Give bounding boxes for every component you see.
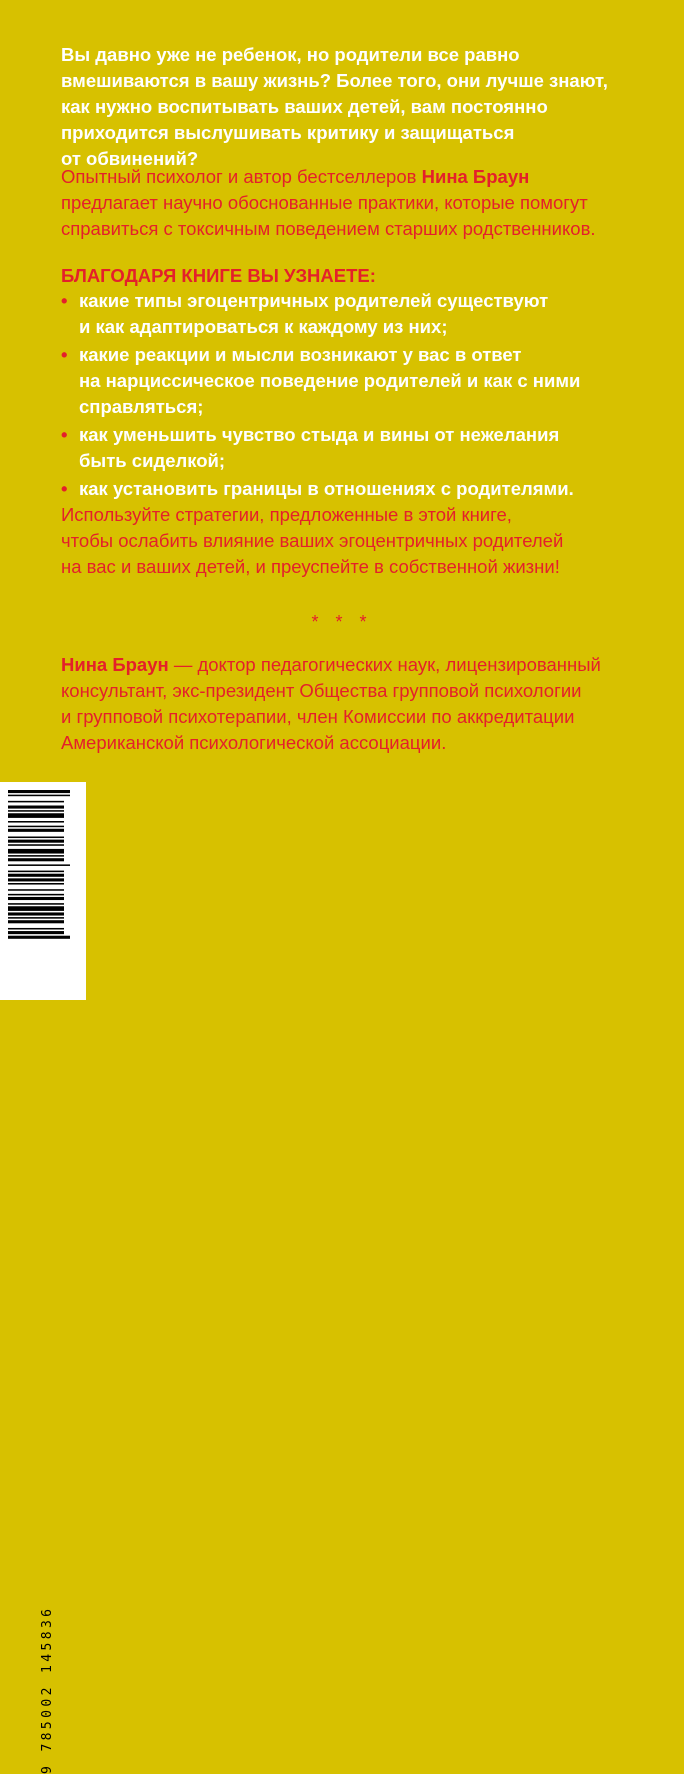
section-separator: * * * [311,612,373,632]
intro-line: Вы давно уже не ребенок, но родители все равно [61,44,520,65]
offer-line-text: Опытный психолог и автор бестселлеров [61,166,422,187]
author-bio-line: и групповой психотерапии, член Комиссии по аккредитации [61,706,575,727]
list-item [61,476,661,502]
offer-line [61,164,661,190]
barcode-bar [8,912,64,915]
barcode-bar [8,871,64,873]
barcode-bar [8,837,64,839]
barcode-bar [8,858,64,861]
bullet-icon: • [61,424,68,445]
barcode-bar [8,844,64,846]
intro-line: вмешиваются в вашу жизнь? Более того, они лучше знают, [61,70,608,91]
offer-paragraph [61,164,661,242]
benefits-heading: БЛАГОДАРЯ КНИГЕ ВЫ УЗНАЕТЕ: [61,265,376,286]
barcode-bar [8,894,64,896]
barcode-bar [8,906,64,911]
intro-line: от обвинений? [61,148,199,169]
barcode-bar [8,883,64,885]
barcode-bar [8,829,64,832]
barcode-bar [8,931,64,934]
barcode-bars-icon [0,782,86,1000]
isbn-barcode [0,782,86,1774]
benefits-heading-block [61,263,661,289]
author-bio-line: консультант, экс-президент Общества групповой психологии [61,680,582,701]
barcode-bar [8,795,70,797]
barcode-bar [8,878,64,881]
bullet-icon: • [61,478,68,499]
barcode-bar [8,889,64,891]
intro-line: как нужно воспитывать ваших детей, вам постоянно [61,96,548,117]
barcode-bar [8,806,64,809]
list-item-line: как установить границы в отношениях с родителями. [79,478,574,499]
author-bio-line [61,652,661,678]
barcode-bar [8,826,64,828]
closing-line: на вас и ваших детей, и преуспейте в собственной жизни! [61,556,560,577]
closing-paragraph [61,502,661,580]
author-name-highlight: Нина Браун [421,166,530,187]
barcode-bar [8,801,64,803]
barcode-bar [8,936,70,939]
offer-line: справиться с токсичным поведением старших родственников. [61,218,596,239]
isbn-number: 9 785002 145836 [40,1605,55,1774]
closing-line: чтобы ослабить влияние ваших эгоцентричных родителей [61,530,564,551]
benefits-list [61,288,661,502]
barcode-bar [8,874,64,877]
list-item-line: на нарциссическое поведение родителей и как с ними [79,370,581,391]
bullet-icon: • [61,344,68,365]
barcode-bar [8,920,64,923]
author-bio-text: — доктор педагогических наук, лицензированный [168,654,601,675]
barcode-bar [8,903,64,905]
author-name: Нина Браун [61,654,169,675]
list-item [61,288,661,340]
barcode-bar [8,810,64,812]
barcode-bar [8,897,64,900]
bullet-icon: • [61,290,68,311]
barcode-bar [8,813,64,818]
list-item [61,342,661,420]
offer-line: предлагает научно обоснованные практики, которые помогут [61,192,588,213]
list-item-line: какие реакции и мысли возникают у вас в ответ [79,344,522,365]
list-item [61,422,661,474]
list-item-line: и как адаптироваться к каждому из них; [79,316,448,337]
list-item-line: какие типы эгоцентричных родителей существуют [79,290,549,311]
barcode-bar [8,855,64,857]
closing-line: Используйте стратегии, предложенные в этой книге, [61,504,512,525]
list-item-line: быть сиделкой; [79,450,226,471]
barcode-bar [8,821,64,823]
author-bio-line: Американской психологической ассоциации. [61,732,447,753]
barcode-bar [8,849,64,854]
intro-paragraph [61,42,661,172]
barcode-bar [8,928,64,930]
list-item-line: как уменьшить чувство стыда и вины от нежелания [79,424,560,445]
author-bio [61,652,661,756]
intro-line: приходится выслушивать критику и защищаться [61,122,515,143]
list-item-line: справляться; [79,396,204,417]
barcode-bar [8,917,64,919]
barcode-bar [8,790,70,793]
barcode-bar [8,840,64,843]
barcode-bar [8,864,70,866]
